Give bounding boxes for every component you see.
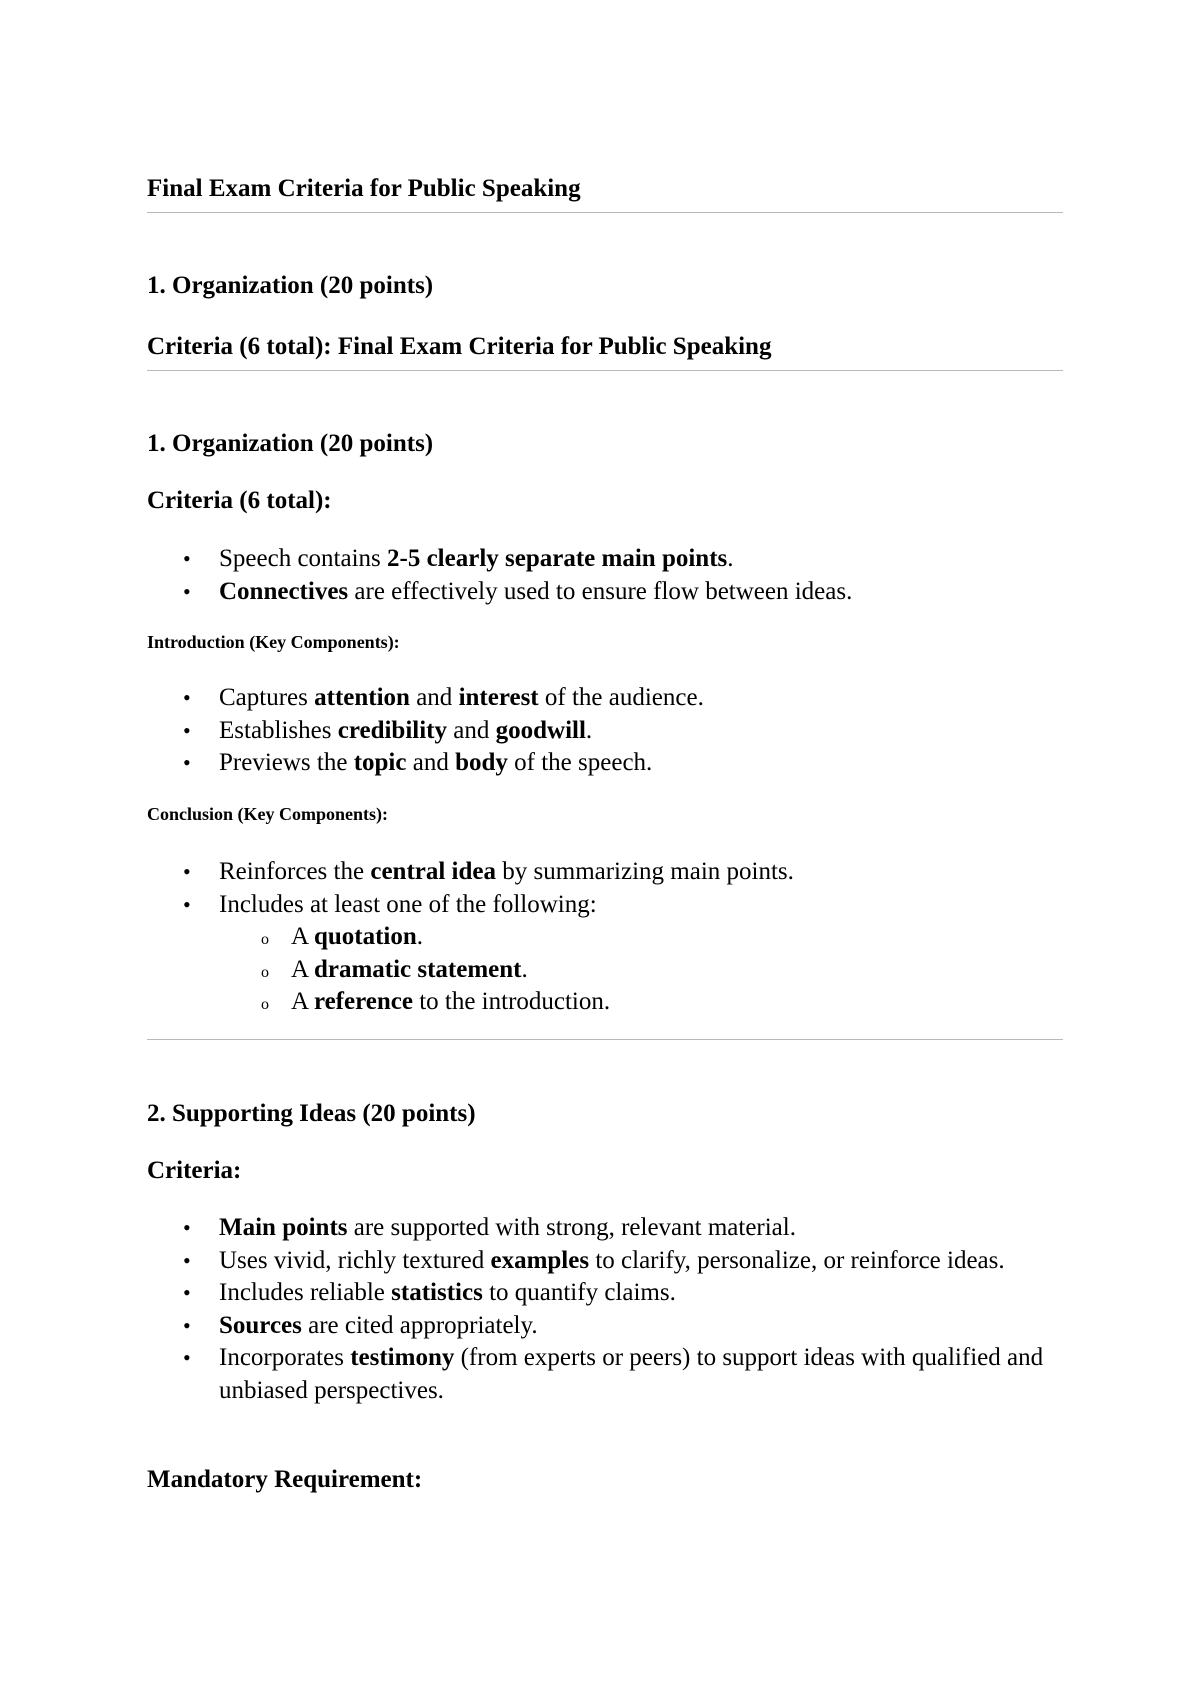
- bold-text: 2-5 clearly separate main points: [387, 545, 728, 572]
- bold-text: interest: [458, 684, 539, 711]
- bullet-icon: •: [183, 1247, 191, 1273]
- list-item: [147, 576, 1063, 609]
- bold-text: attention: [314, 684, 410, 711]
- bold-text: goodwill: [495, 716, 586, 744]
- bold-text: examples: [490, 1246, 590, 1274]
- list-item-text: Sources are cited appropriately.: [219, 1311, 538, 1339]
- list-item-text: A dramatic statement.: [291, 955, 528, 983]
- list-item: [147, 715, 1063, 748]
- supporting-ideas-list: [147, 1212, 1047, 1407]
- horizontal-rule: [147, 370, 1063, 371]
- mandatory-requirement-heading: Mandatory Requirement:: [147, 1466, 423, 1493]
- section2-criteria-heading: Criteria:: [147, 1157, 242, 1184]
- list-item: [147, 889, 1063, 1019]
- introduction-list: [147, 682, 1063, 780]
- list-item-text: Includes at least one of the following:: [219, 890, 597, 918]
- bullet-icon: •: [183, 1215, 191, 1240]
- list-item: [147, 1310, 1047, 1343]
- list-item: [147, 747, 1063, 780]
- bold-text: Connectives: [219, 577, 349, 605]
- list-item: [147, 1212, 1047, 1245]
- list-item: [147, 1245, 1047, 1278]
- bullet-icon: •: [183, 578, 191, 604]
- horizontal-rule: [147, 212, 1063, 213]
- conclusion-list: [147, 856, 1063, 1019]
- section-heading-organization: 1. Organization (20 points): [147, 272, 434, 299]
- list-item: [147, 682, 1063, 715]
- bullet-icon: •: [183, 750, 191, 775]
- circle-bullet-icon: o: [261, 996, 269, 1013]
- bold-text: Sources: [219, 1311, 302, 1339]
- bold-text: central idea: [370, 858, 497, 885]
- conclusion-sublist: [219, 921, 1063, 1019]
- list-item-text: Establishes credibility and goodwill.: [219, 716, 593, 744]
- list-item-text: Incorporates testimony (from experts or peers) to support ideas with qualified and unbiased perspectives.: [219, 1344, 1044, 1404]
- list-item-text: Speech contains 2-5 clearly separate main points.: [219, 545, 734, 572]
- list-item: [147, 543, 1063, 576]
- list-item: [147, 1277, 1047, 1310]
- sub-list-item: [219, 986, 1063, 1019]
- bold-text: reference: [313, 988, 413, 1015]
- bold-text: Main points: [219, 1214, 348, 1241]
- list-item: [147, 1342, 1047, 1407]
- sub-list-item: [219, 921, 1063, 954]
- bullet-icon: •: [183, 859, 191, 884]
- bullet-icon: •: [183, 546, 191, 571]
- document-title: Final Exam Criteria for Public Speaking: [147, 175, 581, 202]
- bold-text: body: [455, 749, 508, 776]
- list-item-text: Main points are supported with strong, relevant material.: [219, 1214, 796, 1241]
- bold-text: dramatic statement: [313, 955, 522, 983]
- document-page: [147, 0, 1063, 1696]
- bullet-icon: •: [183, 1312, 191, 1338]
- criteria-list: [147, 543, 1063, 608]
- bullet-icon: •: [183, 1280, 191, 1305]
- horizontal-rule: [147, 1039, 1063, 1040]
- list-item-text: Connectives are effectively used to ensure flow between ideas.: [219, 577, 853, 605]
- bold-text: credibility: [337, 716, 448, 744]
- introduction-heading: Introduction (Key Components):: [147, 632, 400, 652]
- sub-list-item: [219, 954, 1063, 987]
- section-heading-supporting-ideas: 2. Supporting Ideas (20 points): [147, 1100, 476, 1127]
- criteria-merged-heading: Criteria (6 total): Final Exam Criteria for Public Speaking: [147, 333, 772, 360]
- list-item-text: A reference to the introduction.: [291, 988, 611, 1015]
- list-item-text: Previews the topic and body of the speech.: [219, 749, 653, 776]
- circle-bullet-icon: o: [261, 931, 269, 948]
- bullet-icon: •: [183, 891, 191, 917]
- list-item-text: Includes reliable statistics to quantify claims.: [219, 1279, 676, 1306]
- bold-text: testimony: [350, 1344, 455, 1371]
- circle-bullet-icon: o: [261, 963, 269, 981]
- list-item-text: A quotation.: [291, 923, 423, 950]
- bold-text: statistics: [391, 1279, 483, 1306]
- bullet-icon: •: [183, 685, 191, 710]
- bold-text: quotation: [313, 923, 417, 950]
- list-item: [147, 856, 1063, 889]
- conclusion-heading: Conclusion (Key Components):: [147, 804, 389, 824]
- list-item-text: Uses vivid, richly textured examples to clarify, personalize, or reinforce ideas.: [219, 1246, 1005, 1274]
- bullet-icon: •: [183, 717, 191, 743]
- section-heading-organization-repeat: 1. Organization (20 points): [147, 430, 434, 457]
- bullet-icon: •: [183, 1345, 191, 1370]
- list-item-text: Captures attention and interest of the audience.: [219, 684, 704, 711]
- bold-text: topic: [353, 749, 407, 776]
- criteria-heading: Criteria (6 total):: [147, 487, 332, 514]
- list-item-text: Reinforces the central idea by summarizing main points.: [219, 858, 794, 885]
